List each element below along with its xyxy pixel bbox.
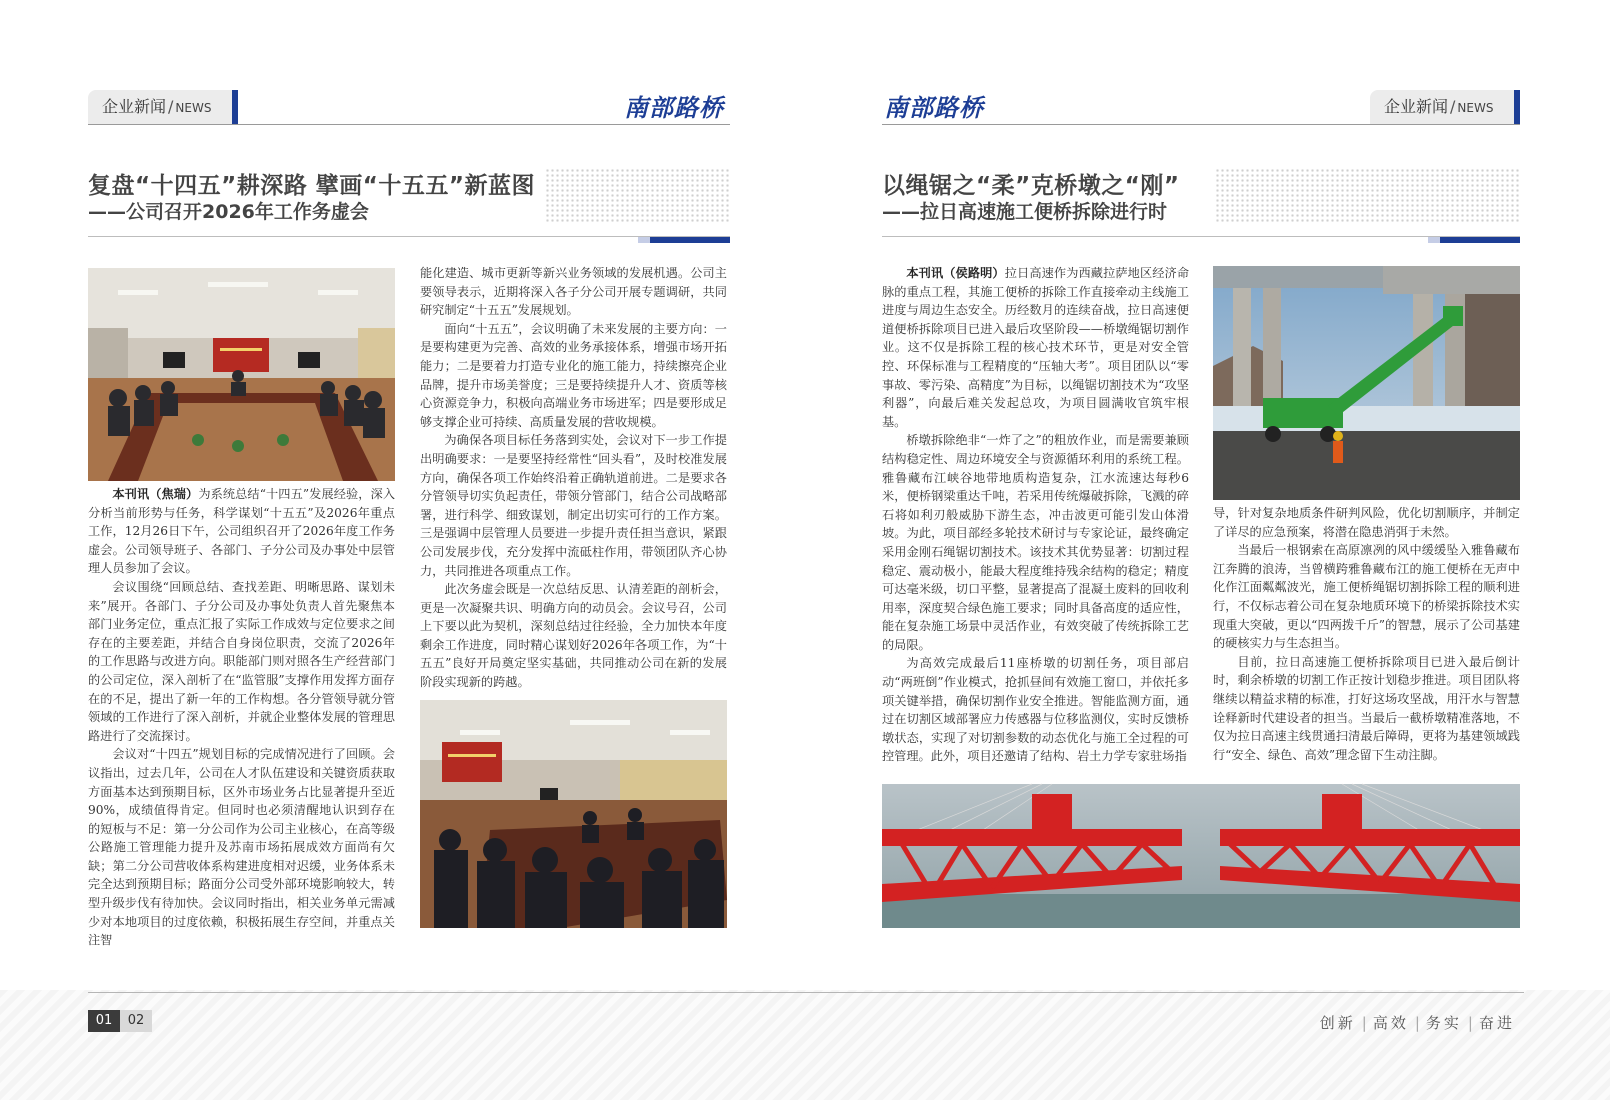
section-tab-slash: /: [1450, 97, 1456, 116]
article-column-right-2: [1213, 504, 1520, 766]
headline-rule-accent-left: [650, 237, 730, 243]
article-headline-left: 复盘“十四五”耕深路 擘画“十五五”新蓝图: [88, 173, 535, 199]
section-tab-label: 企业新闻: [1384, 97, 1449, 116]
tab-accent-bar: [1514, 90, 1520, 124]
article-column-left-2: [420, 264, 727, 694]
slogan-separator: |: [1361, 1014, 1367, 1032]
section-tab-en: NEWS: [175, 101, 212, 115]
headline-rule-accent-light-left: [638, 237, 650, 243]
section-tab-en: NEWS: [1457, 101, 1494, 115]
paragraph: 会议围绕“回顾总结、查找差距、明晰思路、谋划未来”展开。各部门、子分公司及办事处负责人首先聚焦本部门业务定位，重点汇报了实际工作成效与定位要求之间存在的主要差距，并结合自身岗位职责，交流了2026年的工作思路与改进方向。职能部门则对照各生产经营部门的公司定位，深入剖析了在“监管服”支撑作用发挥方面存在的不足，提出了新一年的工作构想。各分管领导就分管领域的工作进行了深入剖析，并就企业整体发展的管理思路进行了交流探讨。: [88, 579, 395, 743]
headline-rule-right: [882, 236, 1520, 237]
article-subhead-left: ——公司召开2026年工作务虚会: [88, 201, 369, 223]
meeting-photo-top: [88, 268, 395, 481]
headline-rule-accent-right: [1440, 237, 1520, 243]
section-tab-right: [1370, 90, 1520, 124]
headline-dot-pattern-left: [545, 168, 730, 224]
section-tab-left: [88, 90, 238, 124]
paragraph: 导，针对复杂地质条件研判风险，优化切割顺序，并制定了详尽的应急预案，将潜在隐患消弭于未然。: [1213, 506, 1520, 539]
paragraph: 为高效完成最后11座桥墩的切割任务，项目部启动“两班倒”作业模式，抢抓昼间有效施工窗口，并依托多项关键举措，确保切割作业安全推进。智能监测方面，通过在切割区域部署应力传感器与位移监测仪，实时反馈桥墩状态，实现了对切割参数的动态优化与施工全过程的可控管理。此外，项目还邀请了结构、岩土力学专家驻场指: [882, 656, 1189, 764]
article-subhead-right: ——拉日高速施工便桥拆除进行时: [882, 201, 1168, 223]
headline-dot-pattern-right: [1215, 168, 1520, 224]
article-headline-right: 以绳锯之“柔”克桥墩之“刚”: [882, 173, 1180, 199]
slogan-separator: |: [1414, 1014, 1420, 1032]
headline-rule-accent-light-right: [1428, 237, 1440, 243]
footer-band: [0, 990, 1610, 1100]
meeting-photo-bottom: [420, 700, 727, 928]
paragraph: 拉日高速作为西藏拉萨地区经济命脉的重点工程，其施工便桥的拆除工作直接牵动主线施工进度与周边生态安全。历经数月的连续奋战，拉日高速便道便桥拆除项目已进入最后攻坚阶段——桥墩绳锯切割作业。这不仅是拆除工程的核心技术环节，更是对安全管控、环保标准与工程精度的“压轴大考”。项目团队以“零事故、零污染、高精度”为目标，以绳锯切割技术为“攻坚利器”，向最后难关发起总攻，为项目圆满收官筑牢根基。: [882, 266, 1190, 429]
footer-slogan: [1320, 1012, 1515, 1033]
header-divider-left: [88, 124, 730, 125]
footer-divider: [88, 992, 1524, 993]
paragraph: 此次务虚会既是一次总结反思、认清差距的剖析会，更是一次凝聚共识、明确方向的动员会。会议号召，公司上下要以此为契机，深刻总结过往经验，全力加快本年度剩余工作进度，同时精心谋划好2026年各项工作，为“十五五”良好开局奠定坚实基础，共同推动公司在新的发展阶段实现新的跨越。: [420, 582, 727, 690]
brand-logo-left: 南部路桥: [624, 93, 724, 122]
article-column-left-1: [88, 485, 396, 948]
byline-right: 本刊讯（侯路明）: [906, 266, 1005, 280]
paragraph: 目前，拉日高速施工便桥拆除项目已进入最后倒计时，剩余桥墩的切割工作正按计划稳步推进。项目团队将继续以精益求精的标准，打好这场攻坚战，用汗水与智慧诠释新时代建设者的担当。当最后一截桥墩精准落地，不仅为拉日高速主线贯通扫清最后障碍，更将为基建领域践行“安全、绿色、高效”理念留下生动注脚。: [1213, 654, 1520, 762]
paragraph: 能化建造、城市更新等新兴业务领域的发展机遇。公司主要领导表示，近期将深入各子分公司开展专题调研，共同研究制定“十五五”发展规划。: [420, 266, 727, 318]
paragraph: 当最后一根钢索在高原凛冽的风中缓缓坠入雅鲁藏布江奔腾的浪涛，当曾横跨雅鲁藏布江的施工便桥在无声中化作江面粼粼波光，施工便桥绳锯切割拆除工程的顺利进行，不仅标志着公司在复杂地质环境下的桥梁拆除技术实现重大突破，更以“四两拨千斤”的智慧，展示了公司基建的硬核实力与生态担当。: [1213, 543, 1520, 651]
truss-bridge-photo: [882, 784, 1520, 928]
paragraph: 会议对“十四五”规划目标的完成情况进行了回顾。会议指出，过去几年，公司在人才队伍建设和关键资质获取方面基本达到预期目标，区外市场业务占比显著提升至近90%，成绩值得肯定。但同时也必须清醒地认识到存在的短板与不足：第一分公司作为公司主业核心，在高等级公路施工管理能力提升及苏南市场拓展成效方面尚有欠缺；第二分公司营收体系构建进度相对迟缓，业务体系未完全达到预期目标；路面分公司受外部环境影响较大，转型升级步伐有待加快。会议同时指出，相关业务单元需减少对本地项目的过度依赖，积极拓展生存空间，并重点关注智: [88, 747, 395, 948]
section-tab-label: 企业新闻: [102, 97, 167, 116]
slogan-separator: |: [1467, 1014, 1473, 1032]
slogan-word: 创新: [1319, 1014, 1356, 1032]
page-number-right: 02: [120, 1010, 152, 1032]
headline-rule-left: [88, 236, 730, 237]
slogan-word: 奋进: [1478, 1014, 1515, 1032]
paragraph: 桥墩拆除绝非“一炸了之”的粗放作业，而是需要兼顾结构稳定性、周边环境安全与资源循环利用的系统工程。雅鲁藏布江峡谷地带地质构造复杂，江水流速达每秒6米，便桥钢梁重达千吨，若采用传统爆破拆除，飞溅的碎石将如利刃般威胁下游生态，冲击波更可能引发山体滑坡。为此，项目部经多轮技术研讨与专家论证，最终确定采用金刚石绳锯切割技术。该技术其优势显著：切割过程稳定、震动极小，能最大程度维持残余结构的稳定；精度可达毫米级，切口平整，显著提高了混凝土废料的回收利用率，深度契合绿色施工要求；同时具备高度的适应性，能在复杂施工场景中灵活作业，有效突破了传统拆除工艺的局限。: [882, 433, 1189, 652]
article-column-right-1: [882, 264, 1189, 766]
tab-accent-bar: [232, 90, 238, 124]
paragraph: 面向“十五五”，会议明确了未来发展的主要方向：一是要构建更为完善、高效的业务承接体系，增强市场开拓能力；二是要着力打造专业化的施工能力，持续擦亮企业品牌，提升市场美誉度；三是要持续提升人才、资质等核心资源竞争力，积极向高端业务市场进军；四是要形成足够支撑企业可持续、高质量发展的营收规模。: [420, 321, 727, 429]
header-divider-right: [882, 124, 1520, 125]
slogan-word: 高效: [1372, 1014, 1409, 1032]
section-tab-slash: /: [168, 97, 174, 116]
paragraph: 为确保各项目标任务落到实处，会议对下一步工作提出明确要求：一是要坚持经常性“回头看”，及时校准发展方向，确保各项工作始终沿着正确轨道前进。二是要求各分管领导切实负起责任，带领分管部门，结合公司战略部署，进行科学、细致谋划，制定出切实可行的工作方案。三是强调中层管理人员要进一步提升责任担当意识，紧跟公司发展步伐，充分发挥中流砥柱作用，带领团队齐心协力，共同推进各项重点工作。: [420, 433, 727, 578]
brand-logo-right: 南部路桥: [884, 93, 984, 122]
paragraph: 为系统总结“十四五”发展经验，深入分析当前形势与任务，科学谋划“十五五”及2026年重点工作，12月26日下午，公司组织召开了2026年度工作务虚会。公司领导班子、各部门、子分公司及办事处中层管理人员参加了会议。: [88, 487, 396, 576]
page-number-left: 01: [88, 1010, 120, 1032]
bridge-pier-photo: [1213, 266, 1520, 500]
slogan-word: 务实: [1425, 1014, 1462, 1032]
byline-left: 本刊讯（焦瑞）: [112, 487, 199, 501]
